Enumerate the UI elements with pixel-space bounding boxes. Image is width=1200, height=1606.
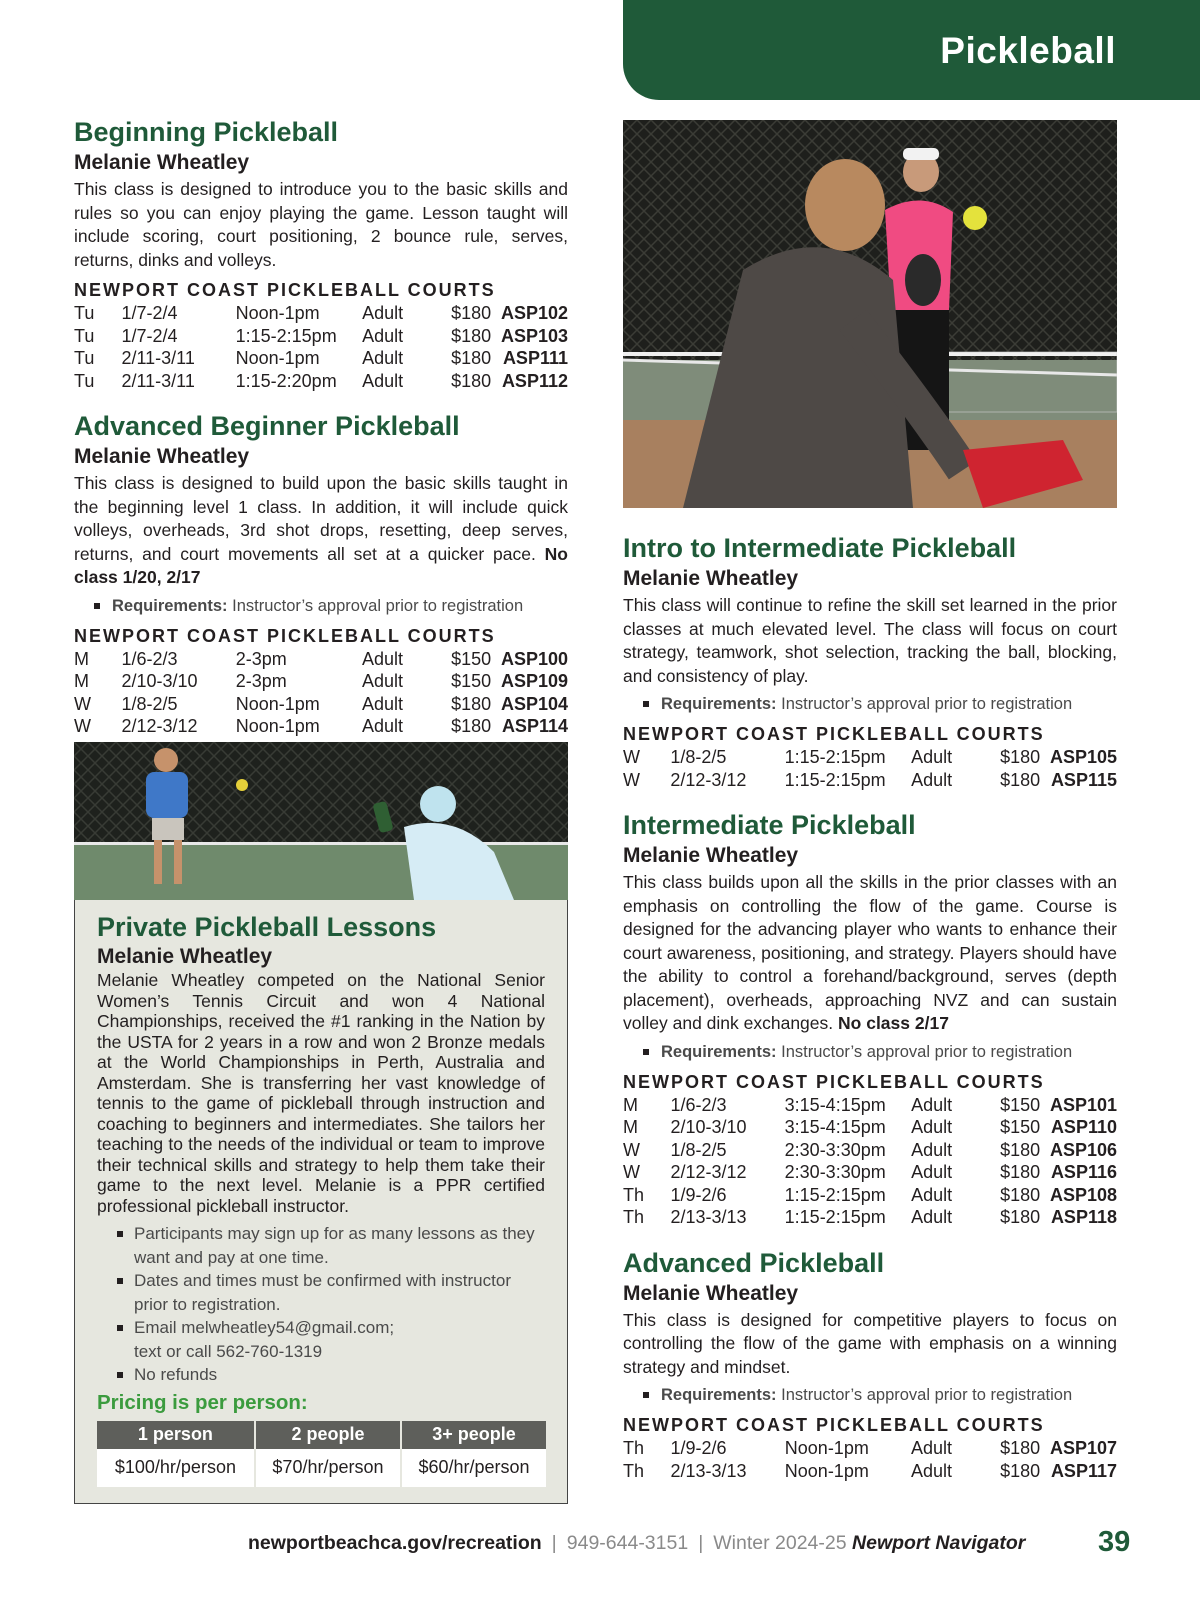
class-title: Advanced Beginner Pickleball xyxy=(74,411,460,441)
time: Noon-1pm xyxy=(784,1460,869,1481)
requirements-label: Requirements: xyxy=(661,695,777,713)
instructor-name: Melanie Wheatley xyxy=(623,844,799,867)
advanced-beginner-section xyxy=(74,410,568,738)
course-code: ASP112 xyxy=(501,370,568,391)
time: 1:15-2:15pm xyxy=(784,1207,886,1227)
bullet-line: Dates and times must be confirmed with instructor xyxy=(134,1271,511,1290)
time: 2:30-3:30pm xyxy=(784,1162,886,1182)
course-code: ASP117 xyxy=(1050,1460,1117,1481)
dates: 1/7-2/4 xyxy=(121,325,178,346)
instructor-name: Melanie Wheatley xyxy=(97,945,273,968)
pricing-value-row xyxy=(97,1449,546,1487)
private-bullets xyxy=(117,1222,545,1387)
time: 2-3pm xyxy=(235,671,287,691)
left-column xyxy=(74,116,568,756)
requirements-text: Instructor’s approval prior to registration xyxy=(781,1042,1073,1061)
bullet-line: Participants may sign up for as many lessons as they xyxy=(134,1224,535,1243)
requirements xyxy=(94,594,568,618)
price: $180 xyxy=(1000,1438,1041,1458)
dates: 1/8-2/5 xyxy=(670,747,727,767)
course-code: ASP106 xyxy=(1049,1139,1117,1160)
no-class-note: No class 2/17 xyxy=(838,1013,949,1033)
day: W xyxy=(623,1162,640,1182)
dates: 2/10-3/10 xyxy=(121,671,198,691)
dates: 2/13-3/13 xyxy=(670,1207,747,1227)
section-banner xyxy=(623,0,1200,100)
list-item xyxy=(117,1269,545,1316)
schedule-row xyxy=(623,1161,1117,1184)
schedule-row xyxy=(623,1460,1117,1483)
dates: 2/12-3/12 xyxy=(121,716,198,736)
age-group: Adult xyxy=(361,693,403,714)
location-heading: NEWPORT COAST PICKLEBALL COURTS xyxy=(623,1071,1045,1092)
course-code: ASP114 xyxy=(501,716,568,736)
course-code: ASP109 xyxy=(500,671,568,691)
schedule-table xyxy=(623,1437,1117,1482)
pricing-heading: Pricing is per person: xyxy=(97,1390,308,1414)
age-group: Adult xyxy=(911,1460,953,1481)
pricing-value: $60/hr/person xyxy=(401,1449,546,1487)
day: W xyxy=(623,769,640,790)
pricing-value: $70/hr/person xyxy=(255,1449,401,1487)
dates: 2/13-3/13 xyxy=(670,1460,747,1481)
schedule-row xyxy=(74,648,568,671)
day: Tu xyxy=(74,303,95,323)
price: $150 xyxy=(1000,1094,1041,1115)
time: 1:15-2:15pm xyxy=(784,769,886,790)
age-group: Adult xyxy=(361,671,403,691)
age-group: Adult xyxy=(911,1184,953,1205)
dates: 1/7-2/4 xyxy=(121,303,178,323)
location-heading: NEWPORT COAST PICKLEBALL COURTS xyxy=(74,280,496,300)
price: $150 xyxy=(1000,1117,1041,1137)
age-group: Adult xyxy=(911,1162,953,1182)
instructor-name: Melanie Wheatley xyxy=(623,1281,799,1305)
schedule-row xyxy=(74,693,568,716)
time: Noon-1pm xyxy=(235,303,320,323)
pricing-value: $100/hr/person xyxy=(97,1449,255,1487)
price: $180 xyxy=(451,693,492,714)
instructor-name: Melanie Wheatley xyxy=(74,445,250,468)
requirements-text: Instructor’s approval prior to registration xyxy=(781,1386,1073,1404)
course-code: ASP100 xyxy=(500,648,568,669)
price: $180 xyxy=(451,325,492,346)
intermediate-section xyxy=(623,809,1117,1229)
schedule-row xyxy=(623,746,1117,769)
day: Tu xyxy=(74,370,95,391)
day: Th xyxy=(623,1184,645,1205)
schedule-row xyxy=(74,302,568,325)
list-item xyxy=(117,1363,545,1387)
class-title: Intro to Intermediate Pickleball xyxy=(623,533,1017,563)
class-description: This class is designed for competitive players to focus on controlling the flow of the game with emphasis on a winning strategy and mindset. xyxy=(623,1309,1117,1377)
instructor-bio: Melanie Wheatley competed on the National Senior Women’s Tennis Circuit and won 4 National Championships, received the #1 ranking in the Nation by the USTA for 2 years in a row and won 2 Bronze medals at the World Championships in Perth, Australia and Amsterdam. She is transferring her vast knowledge of tennis to the game of pickleball through instruction and coaching to beginners and intermediates. She tailors her teaching to the needs of the individual or team to improve their technical skills and strategy to help them take their game to the next level. Melanie is a PPR certified professional pickleball instructor. xyxy=(97,970,545,1216)
page-number: 39 xyxy=(1098,1526,1131,1558)
class-description: This class will continue to refine the skill set learned in the prior classes at much elevated level. The class will focus on court strategy, teamwork, shot selection, tracking the ball, blocking, and consistency of play. xyxy=(623,595,1117,686)
page-footer xyxy=(248,1532,1118,1568)
bullet-line: No refunds xyxy=(134,1365,218,1384)
day: Th xyxy=(623,1438,645,1458)
schedule-table xyxy=(623,746,1117,791)
price: $150 xyxy=(451,671,492,691)
course-code: ASP107 xyxy=(1049,1438,1117,1458)
course-code: ASP103 xyxy=(500,325,568,346)
age-group: Adult xyxy=(362,370,404,391)
schedule-table xyxy=(74,302,568,392)
dates: 2/10-3/10 xyxy=(670,1117,747,1137)
intro-intermediate-section xyxy=(623,532,1117,791)
requirements xyxy=(643,692,1117,716)
section-title: Pickleball xyxy=(940,30,1116,71)
bullet-line: prior to registration. xyxy=(134,1294,281,1314)
day: W xyxy=(623,1139,640,1160)
time: 1:15-2:15pm xyxy=(784,1184,886,1205)
location-heading: NEWPORT COAST PICKLEBALL COURTS xyxy=(74,625,496,646)
schedule-row xyxy=(623,1139,1117,1162)
phone-number: 949-644-3151 xyxy=(566,1532,689,1554)
photo-pickleball-players xyxy=(623,120,1117,508)
day: Th xyxy=(623,1460,645,1481)
course-code: ASP110 xyxy=(1050,1117,1117,1137)
footer-separator: | xyxy=(551,1532,557,1554)
private-lessons-box xyxy=(74,900,568,1504)
age-group: Adult xyxy=(911,1117,953,1137)
day: W xyxy=(74,716,91,736)
pricing-header: 2 people xyxy=(255,1421,401,1449)
schedule-row xyxy=(623,1184,1117,1207)
day: W xyxy=(623,747,640,767)
requirements xyxy=(643,1040,1117,1064)
price: $180 xyxy=(1000,769,1041,790)
requirements-text: Instructor’s approval prior to registration xyxy=(232,596,524,615)
time: 1:15-2:20pm xyxy=(235,370,337,391)
age-group: Adult xyxy=(911,1207,953,1227)
schedule-row xyxy=(623,1094,1117,1117)
course-code: ASP116 xyxy=(1050,1162,1117,1182)
day: M xyxy=(74,648,89,669)
schedule-row xyxy=(74,370,568,393)
price: $180 xyxy=(451,348,492,368)
time: Noon-1pm xyxy=(235,693,320,714)
schedule-row xyxy=(74,715,568,738)
course-code: ASP102 xyxy=(500,303,568,323)
schedule-row xyxy=(623,1437,1117,1460)
day: Tu xyxy=(74,325,95,346)
pricing-header-row xyxy=(97,1421,546,1449)
location-heading: NEWPORT COAST PICKLEBALL COURTS xyxy=(623,724,1045,744)
right-column xyxy=(623,532,1117,1500)
magazine-name: Newport Navigator xyxy=(852,1532,1026,1554)
time: Noon-1pm xyxy=(235,716,320,736)
requirements-label: Requirements: xyxy=(112,596,228,615)
instructor-name: Melanie Wheatley xyxy=(74,151,250,174)
time: 1:15-2:15pm xyxy=(235,325,337,346)
instructor-name: Melanie Wheatley xyxy=(623,567,799,590)
list-item xyxy=(117,1222,545,1269)
age-group: Adult xyxy=(361,648,403,669)
age-group: Adult xyxy=(362,303,404,323)
photo-private-lesson xyxy=(74,742,568,900)
class-title: Advanced Pickleball xyxy=(623,1247,885,1278)
requirements xyxy=(643,1383,1117,1407)
price: $150 xyxy=(451,648,492,669)
course-code: ASP104 xyxy=(500,693,568,714)
website-link[interactable]: newportbeachca.gov/recreation xyxy=(248,1532,542,1554)
course-code: ASP108 xyxy=(1049,1184,1117,1205)
schedule-row xyxy=(623,1116,1117,1139)
bullet-line: Email melwheatley54@gmail.com; xyxy=(134,1318,395,1337)
age-group: Adult xyxy=(911,1094,953,1115)
day: Th xyxy=(623,1207,645,1227)
pricing-header: 3+ people xyxy=(401,1421,546,1449)
price: $180 xyxy=(1000,1162,1041,1182)
dates: 2/11-3/11 xyxy=(121,370,195,391)
price: $180 xyxy=(1000,1184,1041,1205)
age-group: Adult xyxy=(911,1139,953,1160)
dates: 1/8-2/5 xyxy=(670,1139,727,1160)
pricing-header: 1 person xyxy=(97,1421,255,1449)
dates: 1/6-2/3 xyxy=(121,648,178,669)
class-description: This class is designed to introduce you to the basic skills and rules so you can enjoy playing the game. Lesson taught will include scoring, court positioning, 2 bounce rule, serves, returns, dinks and volleys. xyxy=(74,179,568,270)
time: 3:15-4:15pm xyxy=(784,1094,886,1115)
course-code: ASP118 xyxy=(1050,1207,1117,1227)
time: 2:30-3:30pm xyxy=(784,1139,886,1160)
advanced-section xyxy=(623,1247,1117,1483)
time: 2-3pm xyxy=(235,648,287,669)
schedule-table xyxy=(74,648,568,738)
day: M xyxy=(74,671,89,691)
schedule-row xyxy=(74,347,568,370)
day: M xyxy=(623,1117,638,1137)
bullet-line: want and pay at one time. xyxy=(134,1247,329,1267)
age-group: Adult xyxy=(911,747,953,767)
requirements-label: Requirements: xyxy=(661,1386,777,1404)
dates: 2/11-3/11 xyxy=(121,348,195,368)
season-label: Winter 2024-25 xyxy=(713,1532,847,1554)
schedule-row xyxy=(74,325,568,348)
dates: 1/8-2/5 xyxy=(121,693,178,714)
course-code: ASP105 xyxy=(1049,747,1117,767)
schedule-row xyxy=(623,769,1117,792)
no-class-note: No class 1/20, 2/17 xyxy=(74,543,568,587)
age-group: Adult xyxy=(362,348,404,368)
location-heading: NEWPORT COAST PICKLEBALL COURTS xyxy=(623,1415,1045,1435)
schedule-row xyxy=(74,670,568,693)
age-group: Adult xyxy=(911,1438,953,1458)
class-description xyxy=(74,472,568,590)
beginning-section xyxy=(74,116,568,392)
dates: 2/12-3/12 xyxy=(670,769,747,790)
price: $180 xyxy=(451,370,492,391)
day: W xyxy=(74,693,91,714)
age-group: Adult xyxy=(362,325,404,346)
time: 3:15-4:15pm xyxy=(784,1117,886,1137)
age-group: Adult xyxy=(361,716,403,736)
description-text: This class is designed to build upon the basic skills taught in the beginning level 1 class. In addition, it will include quick volleys, overheads, 3rd shot drops, resetting, deep serves, returns, and court movements all set at a quicker pace. xyxy=(74,473,568,564)
requirements-text: Instructor’s approval prior to registration xyxy=(781,695,1073,713)
requirements-label: Requirements: xyxy=(661,1042,777,1061)
price: $180 xyxy=(1000,747,1041,767)
price: $180 xyxy=(1000,1460,1041,1481)
bullet-line: text or call 562-760-1319 xyxy=(134,1341,323,1361)
list-item xyxy=(117,1316,545,1363)
class-title: Intermediate Pickleball xyxy=(623,810,916,840)
dates: 2/12-3/12 xyxy=(670,1162,747,1182)
dates: 1/9-2/6 xyxy=(670,1438,727,1458)
time: 1:15-2:15pm xyxy=(784,747,886,767)
description-text: This class builds upon all the skills in the prior classes with an emphasis on controlling the flow of the game. Course is designed for the advancing player who wants to enhance their court awareness, positioning, and strategy. Players should have the ability to control a forehand/background, serves (depth placement), overheads, approaching NVZ and can sustain volley and dink exchanges. xyxy=(623,872,1117,1033)
course-code: ASP115 xyxy=(1050,769,1117,790)
class-description xyxy=(623,871,1117,1036)
age-group: Adult xyxy=(911,769,953,790)
class-title: Private Pickleball Lessons xyxy=(97,912,437,942)
course-code: ASP101 xyxy=(1049,1094,1117,1115)
dates: 1/9-2/6 xyxy=(670,1184,727,1205)
schedule-table xyxy=(623,1094,1117,1229)
pricing-table xyxy=(97,1421,546,1487)
course-code: ASP111 xyxy=(502,348,568,368)
price: $180 xyxy=(451,716,492,736)
footer-separator: | xyxy=(698,1532,704,1554)
time: Noon-1pm xyxy=(784,1438,869,1458)
dates: 1/6-2/3 xyxy=(670,1094,727,1115)
price: $180 xyxy=(1000,1139,1041,1160)
day: Tu xyxy=(74,348,95,368)
price: $180 xyxy=(451,303,492,323)
class-title: Beginning Pickleball xyxy=(74,117,339,147)
day: M xyxy=(623,1094,638,1115)
schedule-row xyxy=(623,1206,1117,1229)
price: $180 xyxy=(1000,1207,1041,1227)
time: Noon-1pm xyxy=(235,348,320,368)
